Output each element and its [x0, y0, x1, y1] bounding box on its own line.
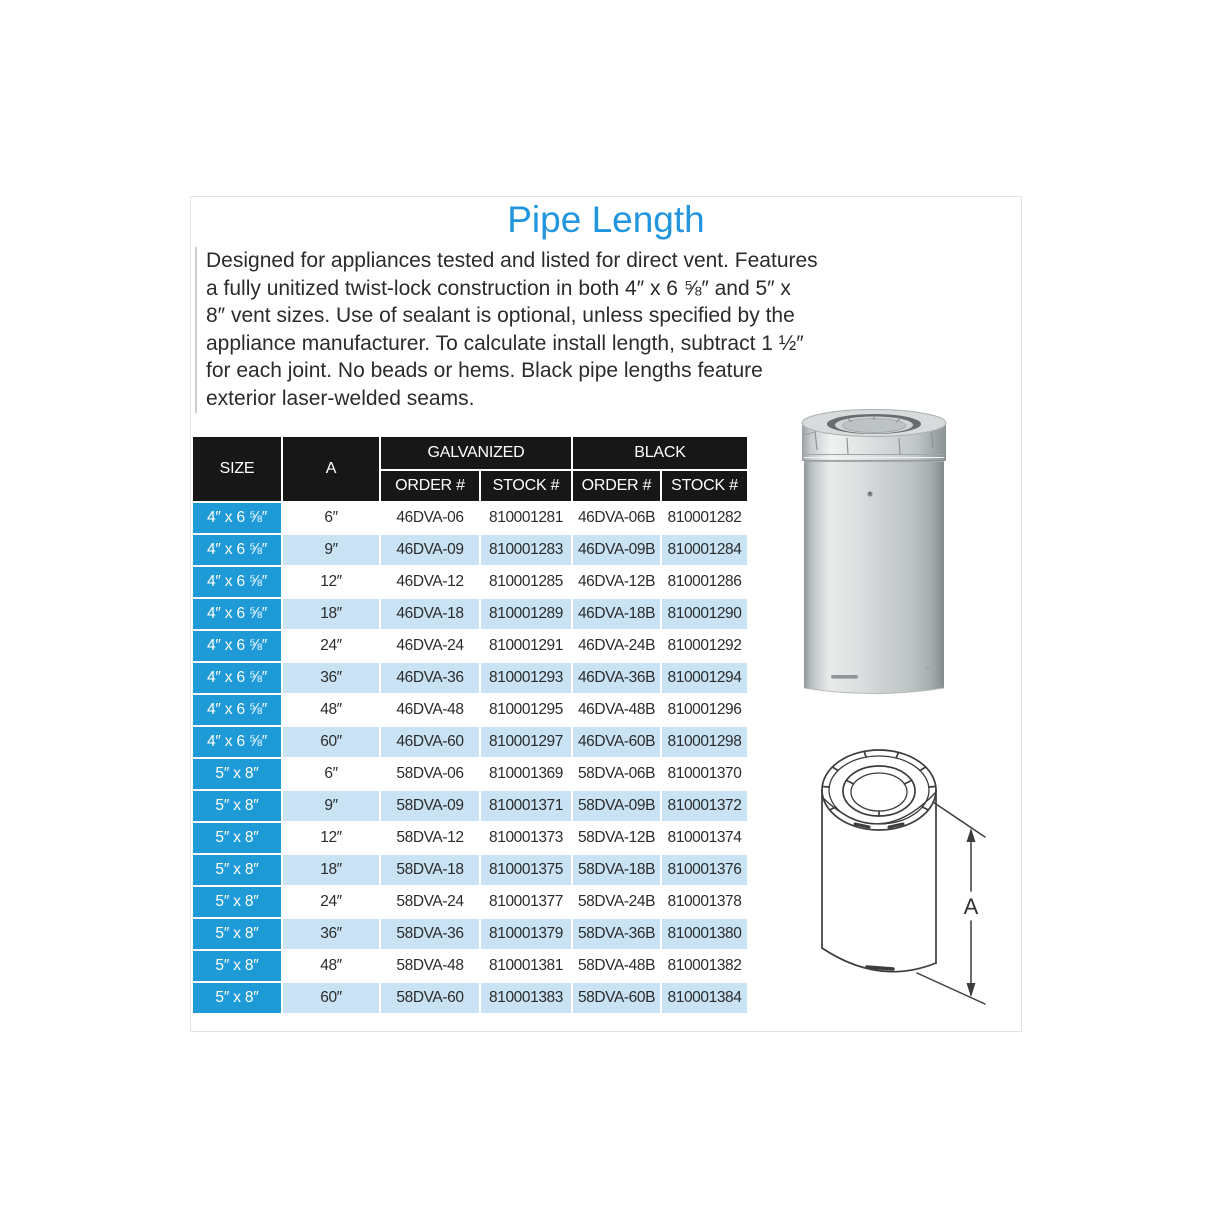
black-stock-cell: 810001296 [662, 695, 747, 725]
galv-order-cell: 46DVA-12 [381, 567, 479, 597]
galv-order-cell: 58DVA-18 [381, 855, 479, 885]
galv-stock-cell: 810001369 [481, 759, 571, 789]
table-row [193, 695, 747, 725]
table-row [193, 567, 747, 597]
a-cell: 9″ [283, 535, 379, 565]
a-cell: 12″ [283, 567, 379, 597]
pipe-length-table [191, 435, 749, 1015]
black-stock-cell: 810001282 [662, 503, 747, 533]
size-cell: 4″ x 6 ⅝″ [193, 631, 281, 661]
galv-order-cell: 58DVA-06 [381, 759, 479, 789]
size-cell: 5″ x 8″ [193, 887, 281, 917]
galv-order-cell: 58DVA-60 [381, 983, 479, 1013]
a-cell: 24″ [283, 887, 379, 917]
black-stock-cell: 810001290 [662, 599, 747, 629]
size-cell: 5″ x 8″ [193, 791, 281, 821]
galv-stock-cell: 810001381 [481, 951, 571, 981]
black-order-cell: 58DVA-09B [573, 791, 660, 821]
galv-order-header: ORDER # [381, 471, 479, 501]
table-row [193, 887, 747, 917]
table-row [193, 535, 747, 565]
galv-order-cell: 58DVA-09 [381, 791, 479, 821]
table-row [193, 599, 747, 629]
size-cell: 4″ x 6 ⅝″ [193, 535, 281, 565]
a-header: A [283, 437, 379, 501]
galv-order-cell: 46DVA-09 [381, 535, 479, 565]
dimension-label-a: A [963, 894, 979, 919]
black-stock-cell: 810001284 [662, 535, 747, 565]
dimension-diagram [795, 745, 995, 1029]
a-cell: 36″ [283, 919, 379, 949]
galv-stock-cell: 810001297 [481, 727, 571, 757]
a-cell: 12″ [283, 823, 379, 853]
black-order-cell: 58DVA-48B [573, 951, 660, 981]
black-stock-cell: 810001294 [662, 663, 747, 693]
table-row [193, 951, 747, 981]
table-row [193, 759, 747, 789]
black-order-cell: 58DVA-06B [573, 759, 660, 789]
content-card [190, 196, 1022, 1032]
galv-order-cell: 46DVA-60 [381, 727, 479, 757]
size-cell: 4″ x 6 ⅝″ [193, 663, 281, 693]
black-order-cell: 46DVA-09B [573, 535, 660, 565]
product-description [195, 247, 818, 413]
black-stock-cell: 810001374 [662, 823, 747, 853]
table-row [193, 503, 747, 533]
table-row [193, 663, 747, 693]
black-order-cell: 58DVA-60B [573, 983, 660, 1013]
a-cell: 24″ [283, 631, 379, 661]
table-row [193, 855, 747, 885]
galv-stock-header: STOCK # [481, 471, 571, 501]
page-title: Pipe Length [507, 199, 705, 240]
size-cell: 4″ x 6 ⅝″ [193, 503, 281, 533]
size-cell: 4″ x 6 ⅝″ [193, 727, 281, 757]
black-order-cell: 58DVA-36B [573, 919, 660, 949]
galv-stock-cell: 810001371 [481, 791, 571, 821]
description-line: 8″ vent sizes. Use of sealant is optional, unless specified by the [206, 304, 795, 328]
size-cell: 4″ x 6 ⅝″ [193, 695, 281, 725]
galv-stock-cell: 810001291 [481, 631, 571, 661]
galv-stock-cell: 810001377 [481, 887, 571, 917]
table-row [193, 823, 747, 853]
pipe-line-drawing [795, 745, 995, 1029]
table-row [193, 919, 747, 949]
black-stock-cell: 810001292 [662, 631, 747, 661]
black-stock-cell: 810001378 [662, 887, 747, 917]
black-order-cell: 46DVA-60B [573, 727, 660, 757]
black-stock-cell: 810001384 [662, 983, 747, 1013]
a-cell: 18″ [283, 599, 379, 629]
black-order-cell: 46DVA-36B [573, 663, 660, 693]
galv-stock-cell: 810001383 [481, 983, 571, 1013]
galv-order-cell: 46DVA-48 [381, 695, 479, 725]
galv-stock-cell: 810001375 [481, 855, 571, 885]
table-row [193, 983, 747, 1013]
size-cell: 5″ x 8″ [193, 951, 281, 981]
galv-order-cell: 58DVA-48 [381, 951, 479, 981]
galv-stock-cell: 810001281 [481, 503, 571, 533]
galv-order-cell: 46DVA-24 [381, 631, 479, 661]
a-cell: 60″ [283, 727, 379, 757]
black-order-cell: 46DVA-24B [573, 631, 660, 661]
a-cell: 48″ [283, 951, 379, 981]
a-cell: 6″ [283, 503, 379, 533]
black-stock-cell: 810001370 [662, 759, 747, 789]
black-stock-cell: 810001298 [662, 727, 747, 757]
description-line: appliance manufacturer. To calculate install length, subtract 1 ½″ [206, 331, 804, 355]
a-cell: 9″ [283, 791, 379, 821]
table-row [193, 727, 747, 757]
black-stock-cell: 810001376 [662, 855, 747, 885]
a-cell: 60″ [283, 983, 379, 1013]
size-cell: 5″ x 8″ [193, 983, 281, 1013]
size-cell: 5″ x 8″ [193, 759, 281, 789]
size-cell: 4″ x 6 ⅝″ [193, 599, 281, 629]
galv-stock-cell: 810001283 [481, 535, 571, 565]
black-order-cell: 46DVA-48B [573, 695, 660, 725]
size-header: SIZE [193, 437, 281, 501]
size-cell: 5″ x 8″ [193, 855, 281, 885]
black-stock-header: STOCK # [662, 471, 747, 501]
a-cell: 18″ [283, 855, 379, 885]
black-order-cell: 46DVA-18B [573, 599, 660, 629]
galv-stock-cell: 810001373 [481, 823, 571, 853]
black-order-cell: 46DVA-12B [573, 567, 660, 597]
table-row [193, 631, 747, 661]
galv-stock-cell: 810001379 [481, 919, 571, 949]
size-cell: 4″ x 6 ⅝″ [193, 567, 281, 597]
size-cell: 5″ x 8″ [193, 823, 281, 853]
galv-stock-cell: 810001289 [481, 599, 571, 629]
description-line: for each joint. No beads or hems. Black pipe lengths feature [206, 359, 763, 383]
black-stock-cell: 810001286 [662, 567, 747, 597]
galv-stock-cell: 810001293 [481, 663, 571, 693]
galv-order-cell: 58DVA-24 [381, 887, 479, 917]
size-cell: 5″ x 8″ [193, 919, 281, 949]
black-order-cell: 58DVA-24B [573, 887, 660, 917]
description-line: exterior laser-welded seams. [206, 386, 475, 410]
description-line: a fully unitized twist-lock construction in both 4″ x 6 ⅝″ and 5″ x [206, 276, 791, 300]
black-order-cell: 58DVA-18B [573, 855, 660, 885]
a-cell: 6″ [283, 759, 379, 789]
black-header: BLACK [573, 437, 747, 469]
galv-order-cell: 58DVA-36 [381, 919, 479, 949]
galv-order-cell: 58DVA-12 [381, 823, 479, 853]
black-order-cell: 46DVA-06B [573, 503, 660, 533]
galv-order-cell: 46DVA-06 [381, 503, 479, 533]
galv-order-cell: 46DVA-18 [381, 599, 479, 629]
table-row [193, 791, 747, 821]
a-cell: 48″ [283, 695, 379, 725]
galvanized-header: GALVANIZED [381, 437, 571, 469]
galv-stock-cell: 810001285 [481, 567, 571, 597]
product-photo [795, 398, 953, 704]
a-cell: 36″ [283, 663, 379, 693]
galv-order-cell: 46DVA-36 [381, 663, 479, 693]
black-order-cell: 58DVA-12B [573, 823, 660, 853]
pipe-photo-graphic [795, 398, 953, 704]
galv-stock-cell: 810001295 [481, 695, 571, 725]
black-order-header: ORDER # [573, 471, 660, 501]
black-stock-cell: 810001380 [662, 919, 747, 949]
black-stock-cell: 810001372 [662, 791, 747, 821]
black-stock-cell: 810001382 [662, 951, 747, 981]
description-line: Designed for appliances tested and listed for direct vent. Features [206, 249, 818, 272]
